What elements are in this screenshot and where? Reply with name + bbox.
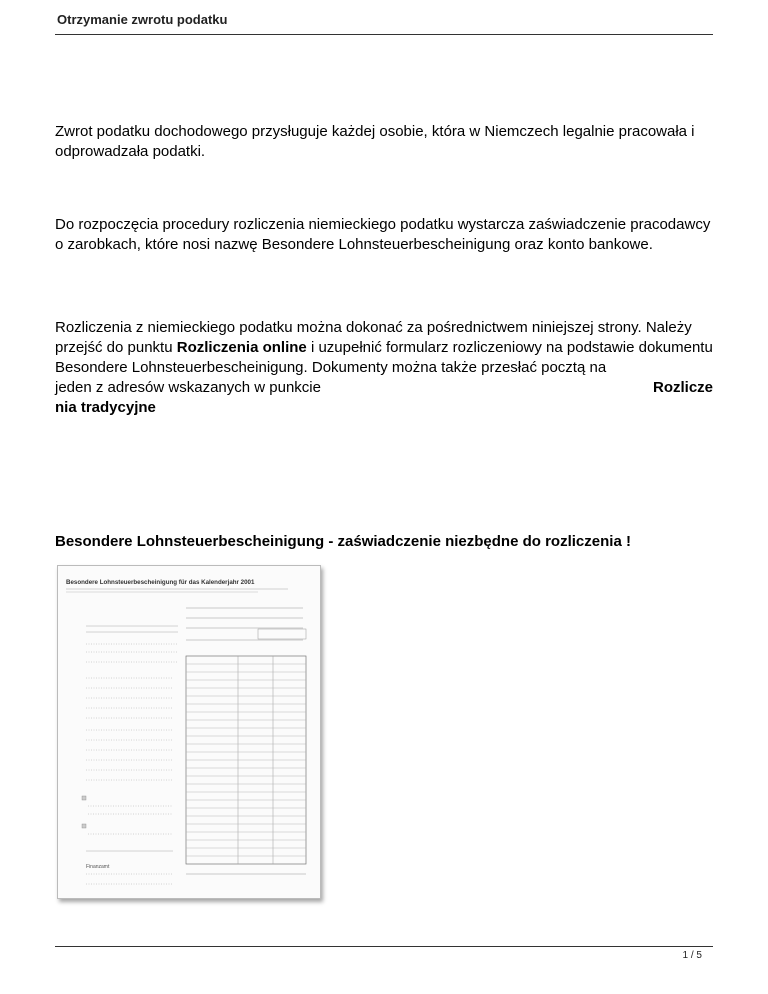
paragraph-intro: Zwrot podatku dochodowego przysługuje każdej osobie, która w Niemczech legalnie pracowała i odprowadzała podatki.	[55, 123, 695, 160]
page-number: 1 / 5	[682, 950, 702, 961]
link-rozliczenia-tradycyjne-part-a[interactable]: Rozlicze	[652, 379, 713, 396]
form-finanzamt-label: Finanzamt	[86, 864, 110, 870]
header-divider	[55, 34, 713, 35]
form-title: Besondere Lohnsteuerbescheinigung für das Kalenderjahr 2001	[66, 579, 255, 586]
procedure-text-part1: Rozliczenia z niemieckiego podatku można dokonać za pośrednictwem niniejszej strony. Należy przejść do punktu	[55, 319, 692, 356]
link-rozliczenia-tradycyjne-part-b[interactable]: nia tradycyjne	[55, 399, 156, 416]
paragraph-requirements: Do rozpoczęcia procedury rozliczenia niemieckiego podatku wystarcza zaświadczenie pracodawcy o zarobkach, które nosi nazwę Besondere Lohnsteuerbescheinigung oraz konto bankowe.	[55, 216, 711, 253]
footer-divider	[55, 946, 713, 947]
section-heading: Besondere Lohnsteuerbescheinigung - zaświadczenie niezbędne do rozliczenia !	[55, 533, 631, 550]
page-header-title: Otrzymanie zwrotu podatku	[57, 12, 228, 27]
link-rozliczenia-online[interactable]: Rozliczenia online	[176, 339, 307, 356]
procedure-text-part2: i uzupełnić formularz rozliczeniowy na podstawie dokumentu Besondere Lohnsteuerbescheinigung. Dokumenty można także przesłać pocztą na	[55, 339, 713, 376]
tax-form-image	[57, 565, 321, 899]
paragraph-procedure	[55, 318, 713, 418]
procedure-line-4	[55, 378, 713, 398]
procedure-text-line4: jeden z adresów wskazanych w punkcie	[55, 379, 321, 396]
